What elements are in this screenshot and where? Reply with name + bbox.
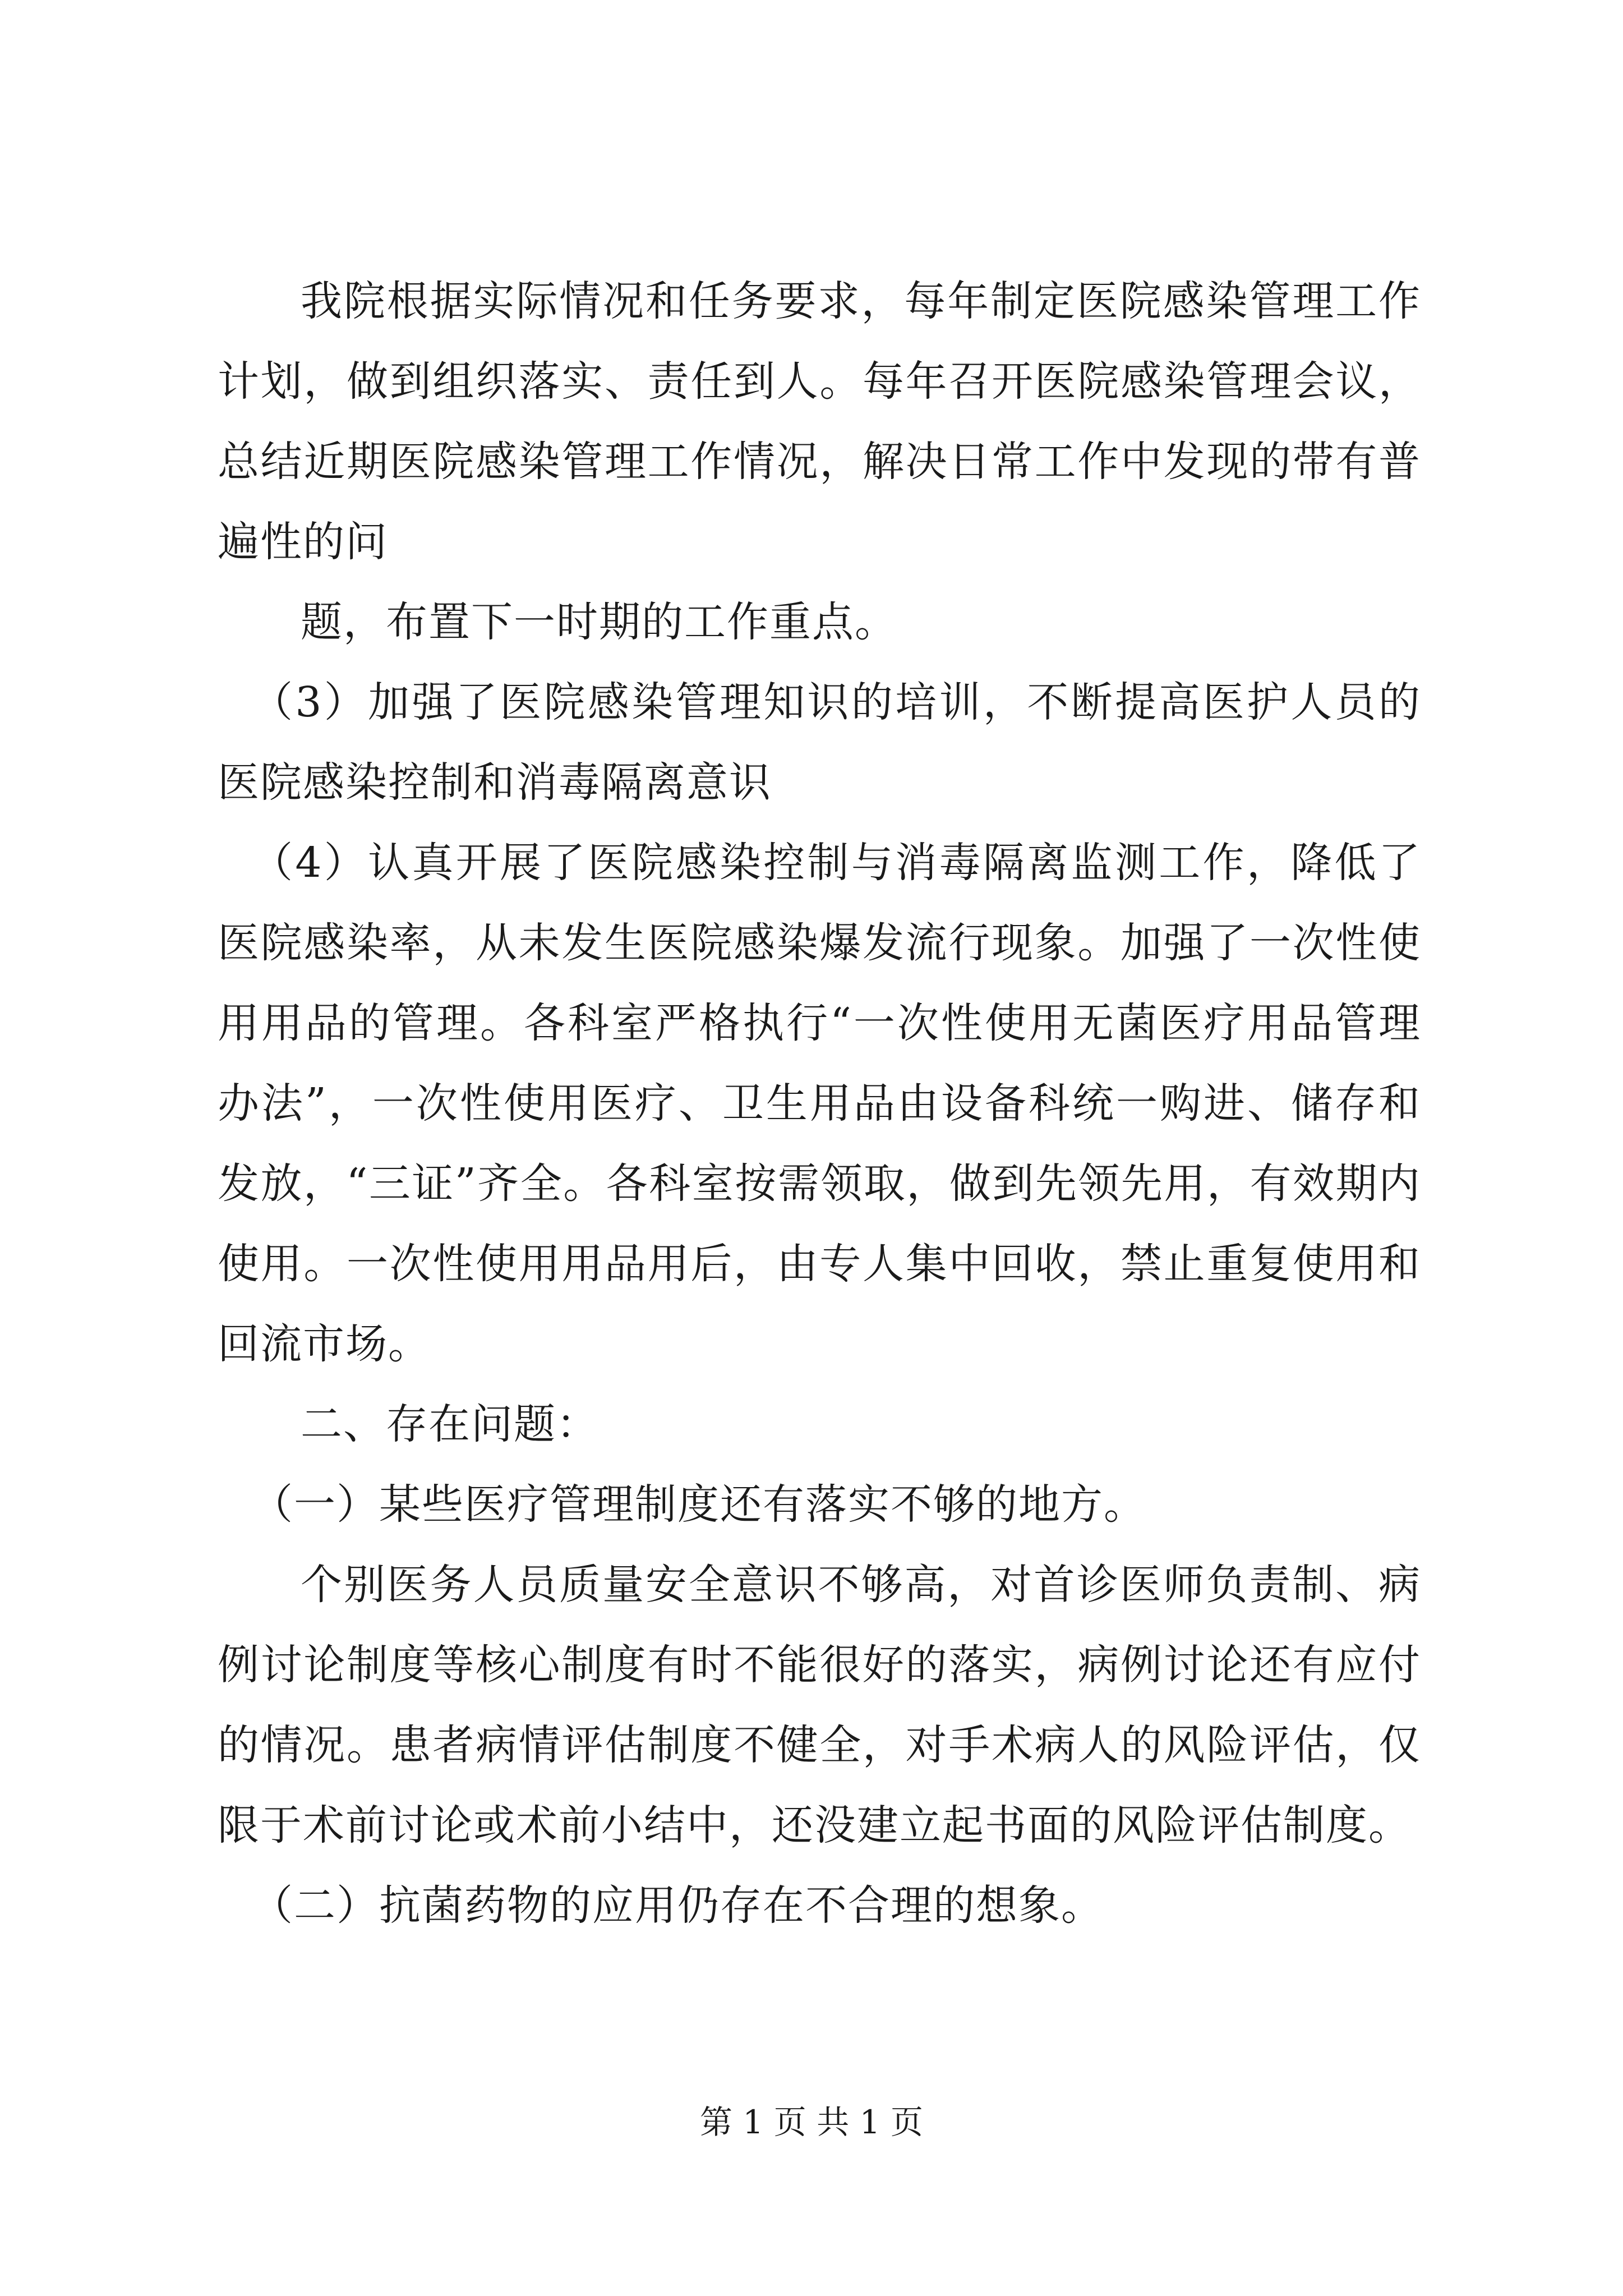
section-heading-problems: 二、存在问题：: [301, 1400, 599, 1448]
paragraph-item-4: （4）认真开展了医院感染控制与消毒隔离监测工作，降低了医院感染率，从未发生医院感染爆发流行现象。加强了一次性使用用品的管理。各科室严格执行“一次性使用无菌医疗用品管理办法”，一次性使用医疗、卫生用品由设备科统一购进、储存和发放，“三证”齐全。各科室按需领取，做到先领先用，有效期内使用。一次性使用用品用后，由专人集中回收，禁止重复使用和回流市场。: [218, 839, 1421, 1368]
page-footer: 第 1 页 共 1 页: [700, 2103, 923, 2141]
subheading-management-system: （一）某些医疗管理制度还有落实不够的地方。: [251, 1480, 1146, 1529]
document-body: [218, 261, 1421, 1946]
paragraph-plan-continued: 题，布置下一时期的工作重点。: [301, 598, 897, 646]
subheading-antibiotics: （二）抗菌药物的应用仍存在不合理的想象。: [251, 1881, 1104, 1930]
paragraph-plan: 我院根据实际情况和任务要求，每年制定医院感染管理工作计划，做到组织落实、责任到人。每年召开医院感染管理会议，总结近期医院感染管理工作情况，解决日常工作中发现的带有普遍性的问: [218, 277, 1421, 566]
paragraph-item-3: （3）加强了医院感染管理知识的培训，不断提高医护人员的医院感染控制和消毒隔离意识: [218, 678, 1421, 807]
paragraph-safety-awareness: 个别医务人员质量安全意识不够高，对首诊医师负责制、病例讨论制度等核心制度有时不能很好的落实，病例讨论还有应付的情况。患者病情评估制度不健全，对手术病人的风险评估，仅限于术前讨论或术前小结中，还没建立起书面的风险评估制度。: [218, 1561, 1421, 1849]
